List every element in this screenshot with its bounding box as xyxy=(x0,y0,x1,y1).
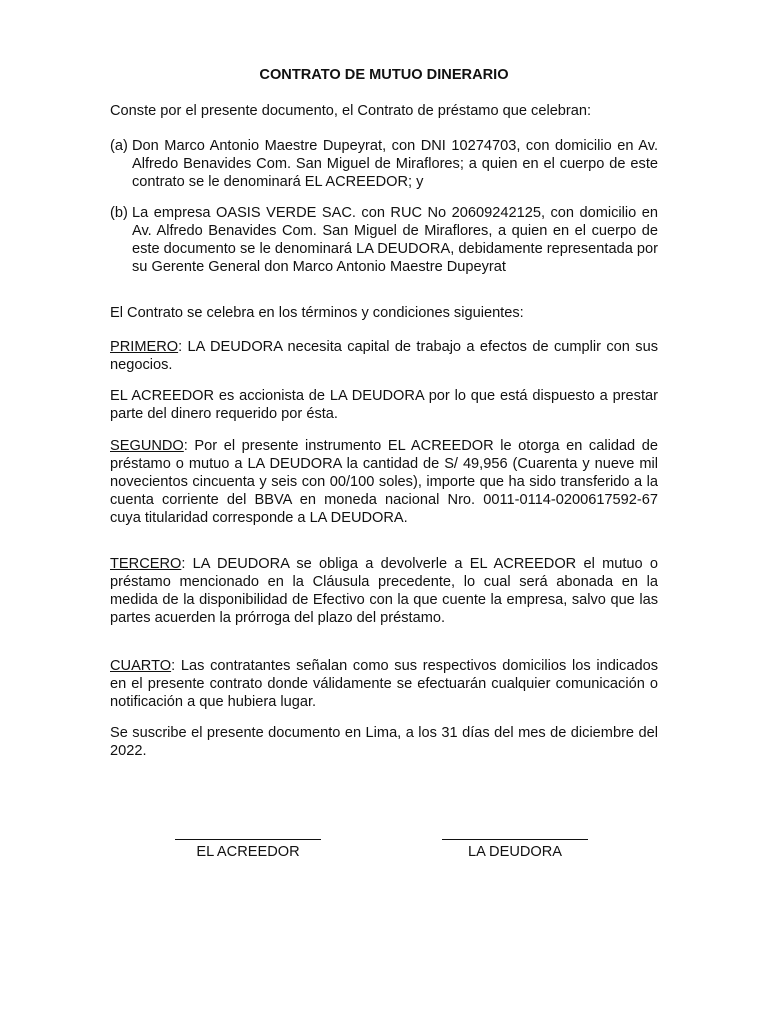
clause-cuarto xyxy=(110,657,658,711)
clause-cuarto-heading: CUARTO xyxy=(110,658,172,674)
clause-segundo xyxy=(110,437,658,527)
clause-segundo-text: : Por el presente instrumento EL ACREEDOR le otorga en calidad de préstamo o mutuo a LA DEUDORA la cantidad de S/ 49,956 (Cuarenta y nueve mil novecientos cincuenta y seis con 00/100 soles), importe que ha sido transferido a la cuenta corriente del BBVA en moneda nacional Nro. 0011-0114-0200617592-67 cuya titularidad corresponde a LA DEUDORA. xyxy=(110,438,658,526)
conditions-intro: El Contrato se celebra en los términos y condiciones siguientes: xyxy=(110,305,524,321)
signature-deudora xyxy=(415,825,615,861)
acreedor-note: EL ACREEDOR es accionista de LA DEUDORA por lo que está dispuesto a prestar parte del dinero requerido por ésta. xyxy=(110,388,658,422)
signature-line xyxy=(148,825,348,843)
party-b-marker: (b) xyxy=(110,205,128,221)
clause-primero xyxy=(110,338,658,374)
intro-paragraph: Conste por el presente documento, el Contrato de préstamo que celebran: xyxy=(110,103,592,119)
signature-line xyxy=(415,825,615,843)
clause-segundo-heading: SEGUNDO xyxy=(110,438,184,454)
signature-acreedor-label: EL ACREEDOR xyxy=(196,844,300,860)
signature-acreedor xyxy=(148,825,348,861)
party-a xyxy=(110,137,658,191)
closing-paragraph: Se suscribe el presente documento en Lima, a los 31 días del mes de diciembre del 2022. xyxy=(110,725,658,759)
clause-primero-heading: PRIMERO xyxy=(110,339,179,355)
party-a-marker: (a) xyxy=(110,138,128,154)
signature-deudora-label: LA DEUDORA xyxy=(467,844,563,860)
party-b xyxy=(110,204,658,276)
document-title: CONTRATO DE MUTUO DINERARIO xyxy=(259,67,509,83)
party-b-text: La empresa OASIS VERDE SAC. con RUC No 20609242125, con domicilio en Av. Alfredo Benavides Com. San Miguel de Miraflores, a quien en el cuerpo de este documento se le denominará LA DEUDORA, debidamente representada por su Gerente General don Marco Antonio Maestre Dupeyrat xyxy=(132,205,658,275)
clause-primero-text: : LA DEUDORA necesita capital de trabajo a efectos de cumplir con sus negocios. xyxy=(110,339,658,373)
clause-tercero-heading: TERCERO xyxy=(110,556,182,572)
clause-tercero xyxy=(110,555,658,627)
clause-cuarto-text: : Las contratantes señalan como sus respectivos domicilios los indicados en el presente contrato donde válidamente se efectuarán cualquier comunicación o notificación a que hubiera lugar. xyxy=(110,658,658,710)
clause-tercero-text: : LA DEUDORA se obliga a devolverle a EL ACREEDOR el mutuo o préstamo mencionado en la Cláusula precedente, lo cual será abonada en la medida de la disponibilidad de Efectivo con la que cuente la empresa, salvo que las partes acuerden la prórroga del plazo del préstamo. xyxy=(110,556,658,626)
party-a-text: Don Marco Antonio Maestre Dupeyrat, con DNI 10274703, con domicilio en Av. Alfredo Benavides Com. San Miguel de Miraflores; a quien en el cuerpo de este contrato se le denominará EL ACREEDOR; y xyxy=(132,138,658,190)
